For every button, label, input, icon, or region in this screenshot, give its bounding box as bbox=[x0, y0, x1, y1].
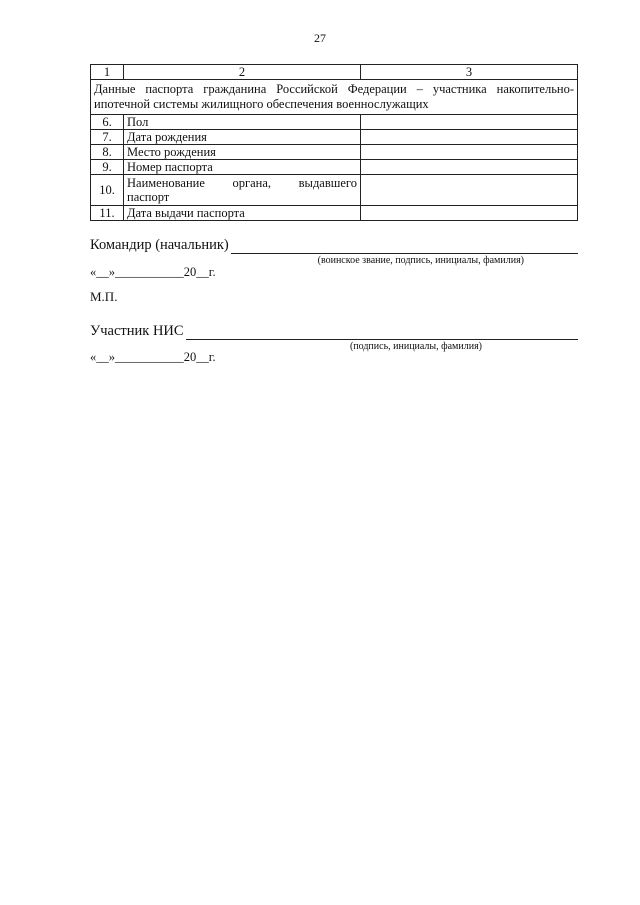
table-header-row bbox=[91, 65, 578, 80]
row-value[interactable] bbox=[361, 130, 578, 145]
table-header-cell-3: 3 bbox=[361, 65, 578, 80]
table-section-row bbox=[91, 80, 578, 115]
section-title: Данные паспорта гражданина Российской Федерации – участника накопительно-ипотечной системы жилищного обеспечения военнослужащих bbox=[91, 80, 578, 115]
row-value[interactable] bbox=[361, 160, 578, 175]
participant-signature-field[interactable] bbox=[186, 325, 578, 340]
stamp-mark: М.П. bbox=[90, 289, 118, 304]
row-label: Номер паспорта bbox=[124, 160, 361, 175]
row-number: 11. bbox=[91, 206, 124, 221]
row-label: Дата выдачи паспорта bbox=[124, 206, 361, 221]
table-row bbox=[91, 160, 578, 175]
table-row bbox=[91, 130, 578, 145]
passport-data-table bbox=[90, 64, 578, 221]
row-label: Пол bbox=[124, 115, 361, 130]
participant-date: «__»___________20__г. bbox=[90, 350, 216, 364]
row-number: 7. bbox=[91, 130, 124, 145]
row-label-line-2: паспорт bbox=[127, 190, 170, 204]
table-row bbox=[91, 145, 578, 160]
row-value[interactable] bbox=[361, 206, 578, 221]
participant-label: Участник НИС bbox=[90, 323, 184, 339]
row-label: Дата рождения bbox=[124, 130, 361, 145]
participant-signature-line bbox=[90, 323, 578, 340]
row-number: 9. bbox=[91, 160, 124, 175]
row-number: 6. bbox=[91, 115, 124, 130]
table-row bbox=[91, 175, 578, 206]
table-header-cell-1: 1 bbox=[91, 65, 124, 80]
commander-label: Командир (начальник) bbox=[90, 237, 229, 253]
row-value[interactable] bbox=[361, 145, 578, 160]
page-number: 27 bbox=[314, 31, 326, 45]
row-number: 10. bbox=[91, 175, 124, 206]
row-value[interactable] bbox=[361, 175, 578, 206]
commander-date: «__»___________20__г. bbox=[90, 265, 216, 279]
row-label-line-1: Наименование органа, выдавшего bbox=[127, 176, 357, 190]
commander-signature-field[interactable] bbox=[231, 239, 578, 254]
participant-signature-block bbox=[90, 323, 578, 352]
row-label: Место рождения bbox=[124, 145, 361, 160]
participant-hint: (подпись, инициалы, фамилия) bbox=[349, 341, 482, 352]
table-row bbox=[91, 115, 578, 130]
row-label bbox=[124, 175, 361, 206]
row-number: 8. bbox=[91, 145, 124, 160]
commander-signature-block bbox=[90, 237, 578, 266]
table-row bbox=[91, 206, 578, 221]
commander-hint: (воинское звание, подпись, инициалы, фамилия) bbox=[317, 255, 524, 266]
row-value[interactable] bbox=[361, 115, 578, 130]
table-header-cell-2: 2 bbox=[124, 65, 361, 80]
commander-signature-line bbox=[90, 237, 578, 254]
